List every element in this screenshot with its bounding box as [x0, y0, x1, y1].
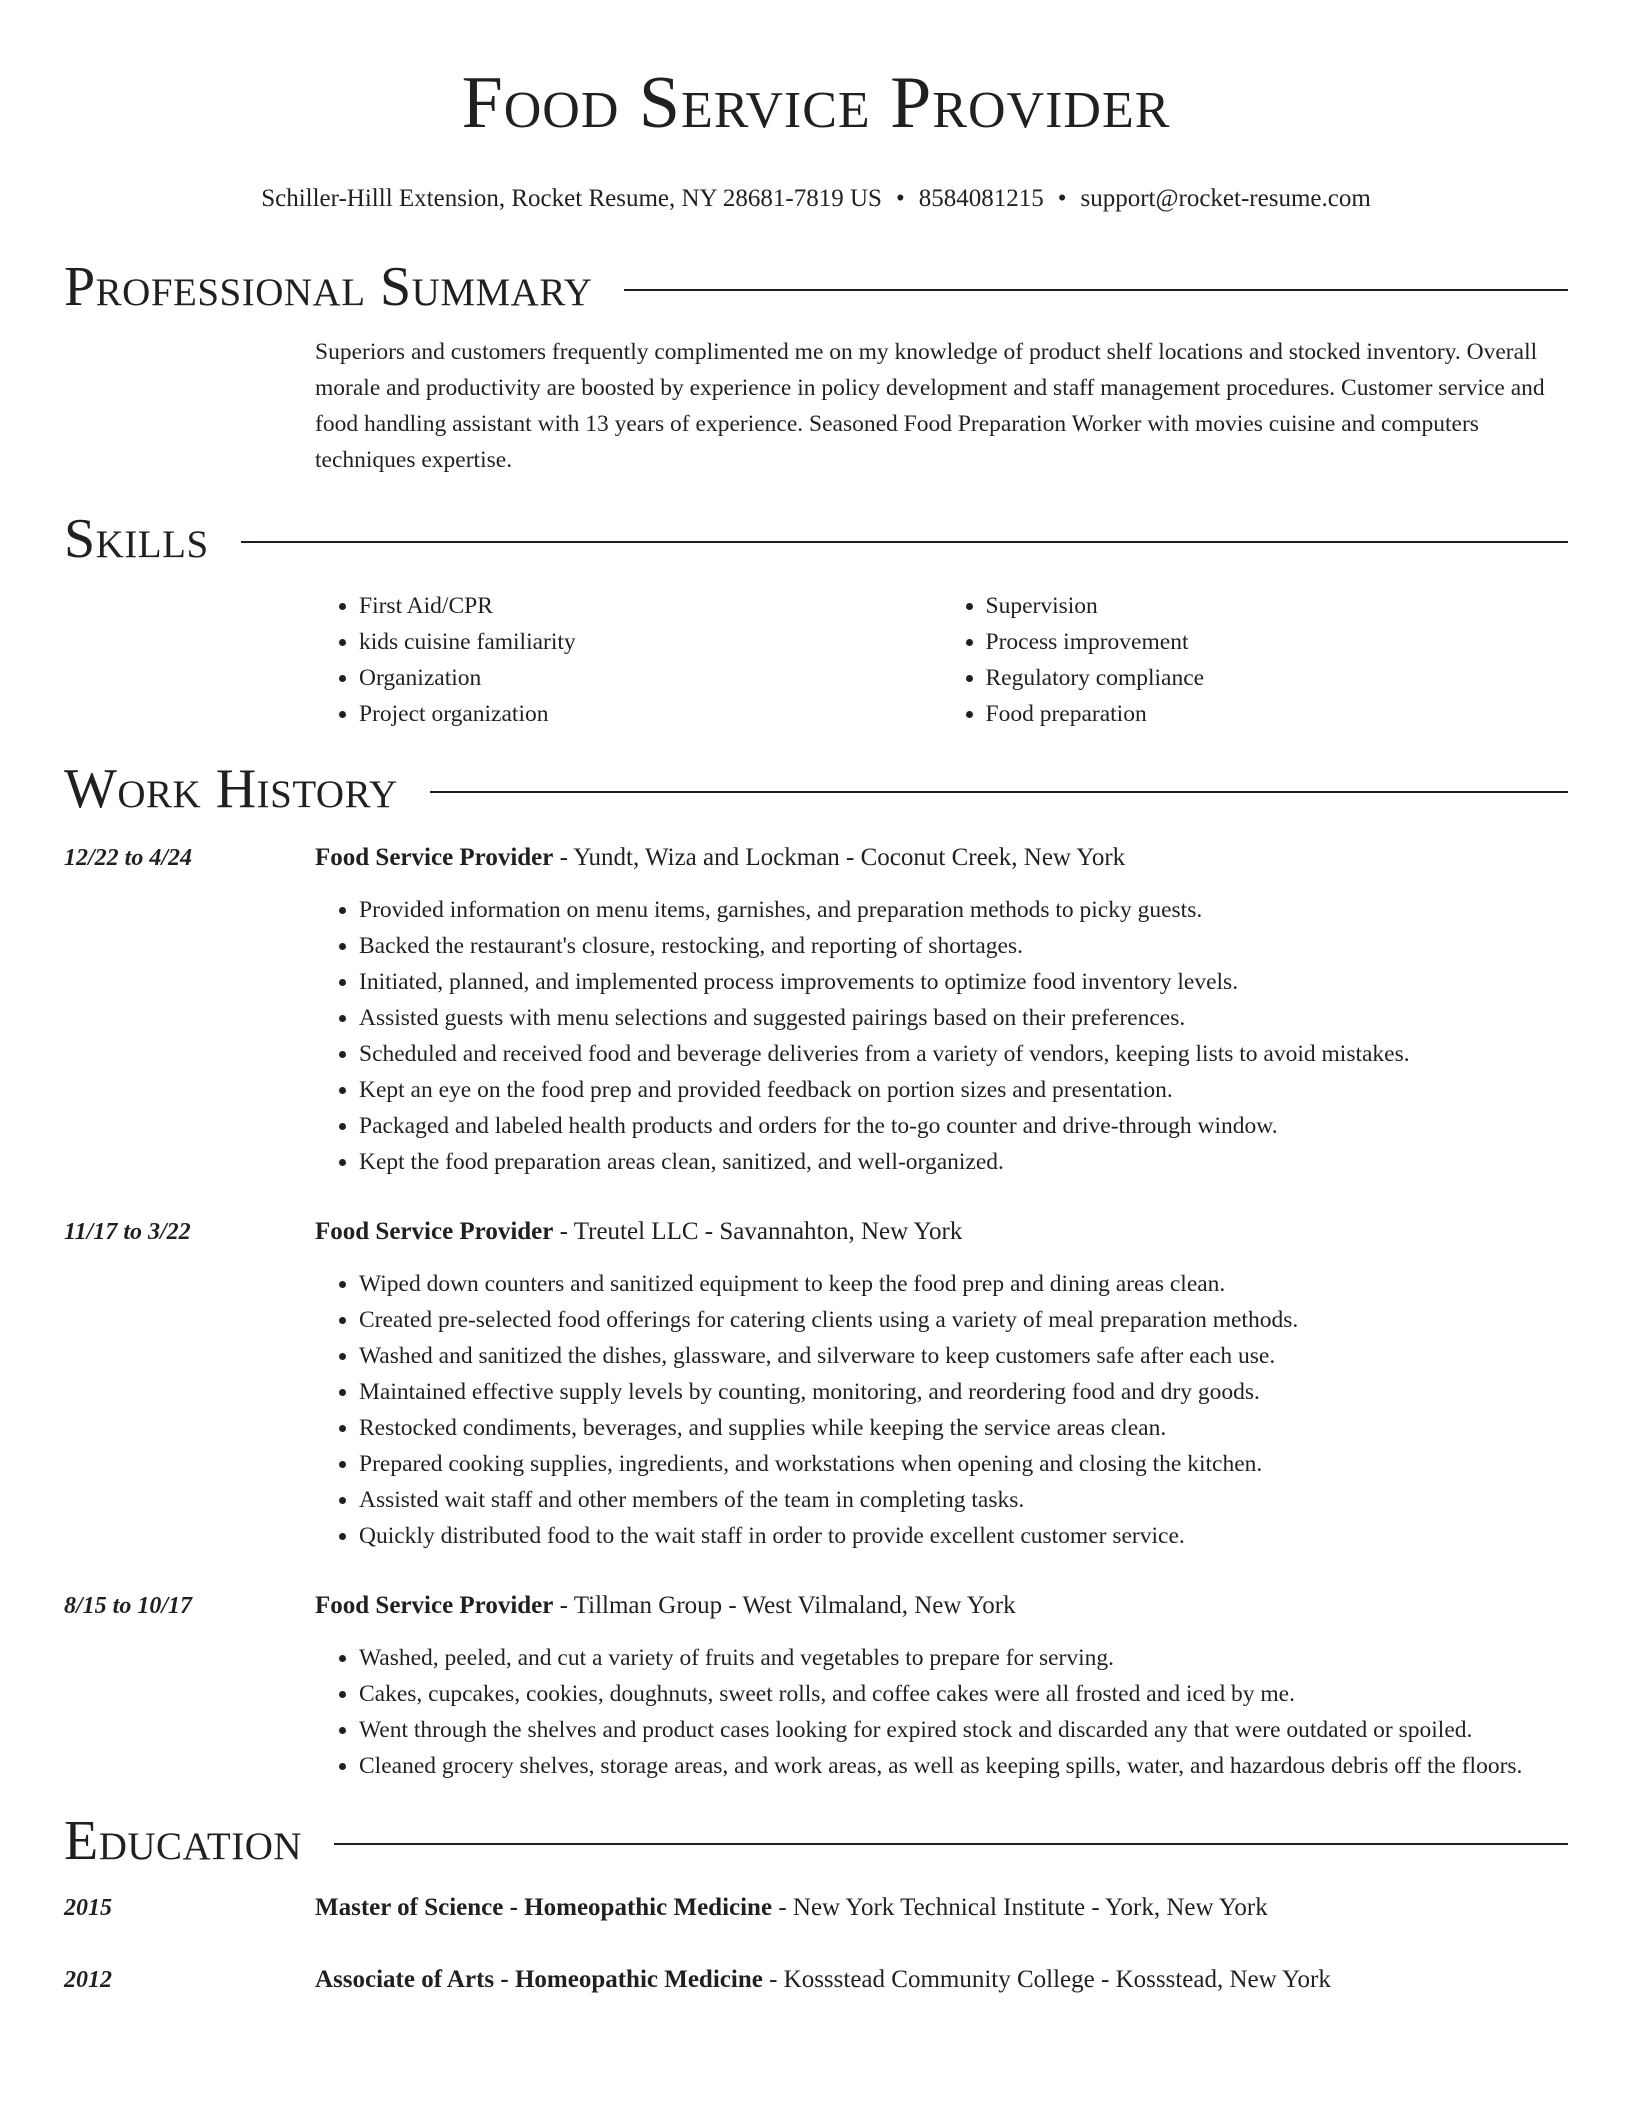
- job-bullet: • Assisted wait staff and other members of the team in completing tasks.: [359, 1482, 1568, 1518]
- skill-item: • First Aid/CPR: [359, 588, 942, 624]
- skill-item: • Project organization: [359, 696, 942, 732]
- job-bullet: • Provided information on menu items, garnishes, and preparation methods to picky guests.: [359, 892, 1568, 928]
- job-bullet: • Kept an eye on the food prep and provided feedback on portion sizes and presentation.: [359, 1072, 1568, 1108]
- job-entry: [64, 840, 1568, 1180]
- skill-item: • Organization: [359, 660, 942, 696]
- skill-item: • Supervision: [986, 588, 1569, 624]
- skills-column-right: [942, 588, 1569, 732]
- job-title: Food Service Provider: [315, 844, 554, 871]
- job-bullet: • Backed the restaurant's closure, restocking, and reporting of shortages.: [359, 928, 1568, 964]
- job-bullet: • Created pre-selected food offerings for catering clients using a variety of meal preparation methods.: [359, 1302, 1568, 1338]
- job-bullet: • Scheduled and received food and beverage deliveries from a variety of vendors, keeping lists to avoid mistakes.: [359, 1036, 1568, 1072]
- skills-list: [315, 588, 1568, 732]
- job-entry: [64, 1214, 1568, 1554]
- skills-section-header: [64, 504, 1568, 574]
- job-bullets: [315, 1640, 1568, 1784]
- education-year: 2015: [64, 1895, 112, 1921]
- contact-line: [64, 184, 1568, 214]
- job-bullet: • Maintained effective supply levels by counting, monitoring, and reordering food and dry goods.: [359, 1374, 1568, 1410]
- job-title-line: [315, 840, 1568, 876]
- job-dates: 8/15 to 10/17: [64, 1593, 193, 1619]
- section-divider: [334, 1843, 1568, 1845]
- education-year: 2012: [64, 1967, 112, 1993]
- education-degree: Associate of Arts - Homeopathic Medicine: [315, 1966, 763, 1993]
- job-employer: - Treutel LLC - Savannahton, New York: [553, 1218, 963, 1245]
- job-title: Food Service Provider: [315, 1218, 554, 1245]
- job-bullet: • Cakes, cupcakes, cookies, doughnuts, sweet rolls, and coffee cakes were all frosted and iced by me.: [359, 1676, 1568, 1712]
- education-line: [315, 1962, 1568, 1998]
- summary-text: Superiors and customers frequently complimented me on my knowledge of product shelf locations and stocked inventory. Overall morale and productivity are boosted by experience in policy development and staff management procedures. Customer service and food handling assistant with 13 years of experience. Seasoned Food Preparation Worker with movies cuisine and computers techniques expertise.: [315, 339, 1545, 473]
- skills-section-title: Skills: [64, 508, 209, 570]
- job-bullet: • Quickly distributed food to the wait staff in order to provide excellent customer service.: [359, 1518, 1568, 1554]
- summary-section-header: [64, 252, 1568, 322]
- contact-email[interactable]: support@rocket-resume.com: [1080, 185, 1371, 212]
- job-bullet: • Restocked condiments, beverages, and supplies while keeping the service areas clean.: [359, 1410, 1568, 1446]
- job-bullet: • Went through the shelves and product cases looking for expired stock and discarded any that were outdated or spoiled.: [359, 1712, 1568, 1748]
- job-title-line: [315, 1588, 1568, 1624]
- section-divider: [624, 289, 1568, 291]
- job-bullet: • Initiated, planned, and implemented process improvements to optimize food inventory levels.: [359, 964, 1568, 1000]
- work-section-title: Work History: [64, 758, 398, 820]
- job-employer: - Tillman Group - West Vilmaland, New York: [553, 1592, 1016, 1619]
- job-bullet: • Packaged and labeled health products and orders for the to-go counter and drive-through window.: [359, 1108, 1568, 1144]
- education-entry: [64, 1890, 1568, 1926]
- contact-separator: •: [1057, 185, 1067, 212]
- summary-section-title: Professional Summary: [64, 256, 593, 318]
- education-school: - New York Technical Institute - York, New York: [772, 1894, 1268, 1921]
- job-bullet: • Washed and sanitized the dishes, glassware, and silverware to keep customers safe after each use.: [359, 1338, 1568, 1374]
- section-divider: [241, 541, 1568, 543]
- job-bullets: [315, 1266, 1568, 1554]
- job-dates: 12/22 to 4/24: [64, 845, 193, 871]
- job-bullet: • Cleaned grocery shelves, storage areas, and work areas, as well as keeping spills, water, and hazardous debris off the floors.: [359, 1748, 1568, 1784]
- job-title-line: [315, 1214, 1568, 1250]
- skill-item: • Regulatory compliance: [986, 660, 1569, 696]
- education-degree: Master of Science - Homeopathic Medicine: [315, 1894, 773, 1921]
- job-body: [315, 840, 1568, 1180]
- skill-item: • Food preparation: [986, 696, 1569, 732]
- work-section-header: [64, 754, 1568, 824]
- education-section-header: [64, 1806, 1568, 1876]
- section-divider: [430, 791, 1568, 793]
- education-entry: [64, 1962, 1568, 1998]
- job-bullet: • Washed, peeled, and cut a variety of fruits and vegetables to prepare for serving.: [359, 1640, 1568, 1676]
- education-section-title: Education: [64, 1810, 303, 1872]
- skills-column-left: [315, 588, 942, 732]
- job-bullet: • Prepared cooking supplies, ingredients, and workstations when opening and closing the kitchen.: [359, 1446, 1568, 1482]
- job-bullets: [315, 892, 1568, 1180]
- job-entry: [64, 1588, 1568, 1784]
- skill-item: • kids cuisine familiarity: [359, 624, 942, 660]
- job-dates: 11/17 to 3/22: [64, 1219, 191, 1245]
- job-body: [315, 1588, 1568, 1784]
- education-school: - Kossstead Community College - Kossstead, New York: [762, 1966, 1331, 1993]
- contact-address: Schiller-Hilll Extension, Rocket Resume, NY 28681-7819 US: [261, 185, 882, 212]
- resume-name: Food Service Provider: [461, 62, 1171, 144]
- job-bullet: • Wiped down counters and sanitized equipment to keep the food prep and dining areas clean.: [359, 1266, 1568, 1302]
- job-employer: - Yundt, Wiza and Lockman - Coconut Creek, New York: [553, 844, 1126, 871]
- job-bullet: • Kept the food preparation areas clean, sanitized, and well-organized.: [359, 1144, 1568, 1180]
- job-title: Food Service Provider: [315, 1592, 554, 1619]
- job-bullet: • Assisted guests with menu selections and suggested pairings based on their preferences.: [359, 1000, 1568, 1036]
- contact-separator: •: [895, 185, 905, 212]
- education-line: [315, 1890, 1568, 1926]
- job-body: [315, 1214, 1568, 1554]
- skill-item: • Process improvement: [986, 624, 1569, 660]
- contact-phone: 8584081215: [918, 185, 1044, 212]
